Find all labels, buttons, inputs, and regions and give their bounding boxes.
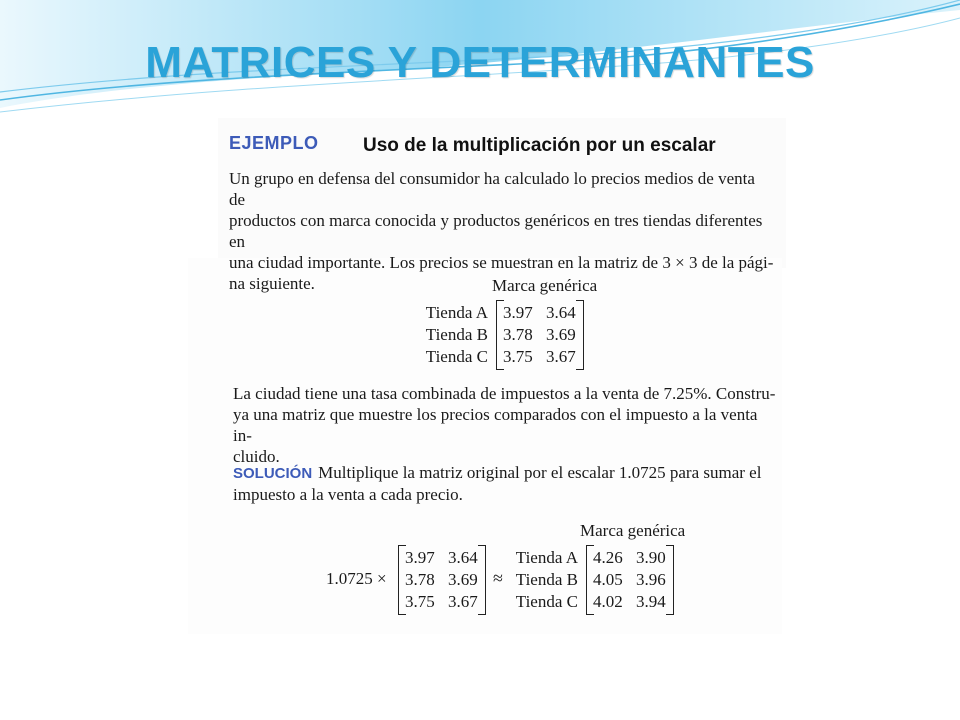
example-label: EJEMPLO	[229, 133, 319, 153]
matrix-cell: 3.97	[405, 548, 435, 567]
matrix-cell: 3.75	[503, 347, 533, 366]
result-row-labels	[508, 547, 578, 613]
matrix-cell: 3.96	[636, 570, 666, 589]
matrix-cell: 3.90	[636, 548, 666, 567]
text-line: na siguiente.	[229, 274, 315, 293]
example-title: Uso de la multiplicación por un escalar	[363, 135, 716, 156]
matrix-cell: 3.75	[405, 592, 435, 611]
matrix-cell: 3.94	[636, 592, 666, 611]
row-label: Tienda A	[515, 548, 578, 567]
example-heading	[229, 133, 716, 156]
text-line: Un grupo en defensa del consumidor ha calculado lo precios medios de venta de	[229, 169, 755, 209]
matrix-row	[399, 591, 485, 613]
result-matrix-caption: Marca genérica	[580, 521, 686, 540]
text-line: productos con marca conocida y productos genéricos en tres tiendas diferentes en	[229, 211, 763, 251]
matrix-cell: 3.64	[448, 548, 478, 567]
matrix-row	[497, 302, 583, 324]
matrix-cell: 4.05	[593, 570, 623, 589]
matrix-cell: 3.67	[448, 592, 478, 611]
text-line: cluido.	[233, 447, 280, 466]
matrix-cell: 3.78	[503, 325, 533, 344]
matrix-row	[399, 547, 485, 569]
matrix-cell: 3.64	[546, 303, 576, 322]
scalar-multiplier: 1.0725 ×	[326, 569, 387, 588]
row-label: Tienda B	[515, 570, 578, 589]
matrix-cell: 3.69	[448, 570, 478, 589]
matrix-cell: 4.26	[593, 548, 623, 567]
matrix-cell: 4.02	[593, 592, 623, 611]
row-label: Tienda C	[425, 347, 488, 366]
matrix-row	[587, 547, 673, 569]
matrix-row	[497, 324, 583, 346]
matrix-row	[497, 346, 583, 368]
text-line: La ciudad tiene una tasa combinada de impuestos a la venta de 7.25%. Constru-	[233, 384, 776, 403]
matrix-cell: 3.67	[546, 347, 576, 366]
text-line	[233, 462, 778, 484]
matrix-cell: 3.78	[405, 570, 435, 589]
solution-paragraph	[233, 462, 778, 505]
solution-label: SOLUCIÓN	[233, 465, 313, 482]
row-label: Tienda B	[425, 325, 488, 344]
matrix-cell: 3.69	[546, 325, 576, 344]
row-label: Tienda C	[515, 592, 578, 611]
matrix-cell: 3.97	[503, 303, 533, 322]
matrix-row	[587, 591, 673, 613]
slide-title: MATRICES Y DETERMINANTES	[145, 38, 815, 87]
row-label: Tienda A	[425, 303, 488, 322]
result-matrix	[586, 545, 674, 615]
original-matrix	[398, 545, 486, 615]
text-line: una ciudad importante. Los precios se muestran en la matriz de 3 × 3 de la pági-	[229, 253, 774, 272]
solution-line: impuesto a la venta a cada precio.	[233, 485, 463, 504]
price-matrix-caption: Marca genérica	[492, 276, 598, 295]
text-line: ya una matriz que muestre los precios comparados con el impuesto a la venta in-	[233, 405, 758, 445]
approx-symbol: ≈	[493, 568, 503, 588]
matrix-row	[587, 569, 673, 591]
matrix-row	[399, 569, 485, 591]
price-matrix	[496, 300, 584, 370]
price-matrix-row-labels	[410, 302, 488, 368]
tax-paragraph	[233, 383, 778, 467]
solution-line: Multiplique la matriz original por el escalar 1.0725 para sumar el	[318, 463, 762, 482]
